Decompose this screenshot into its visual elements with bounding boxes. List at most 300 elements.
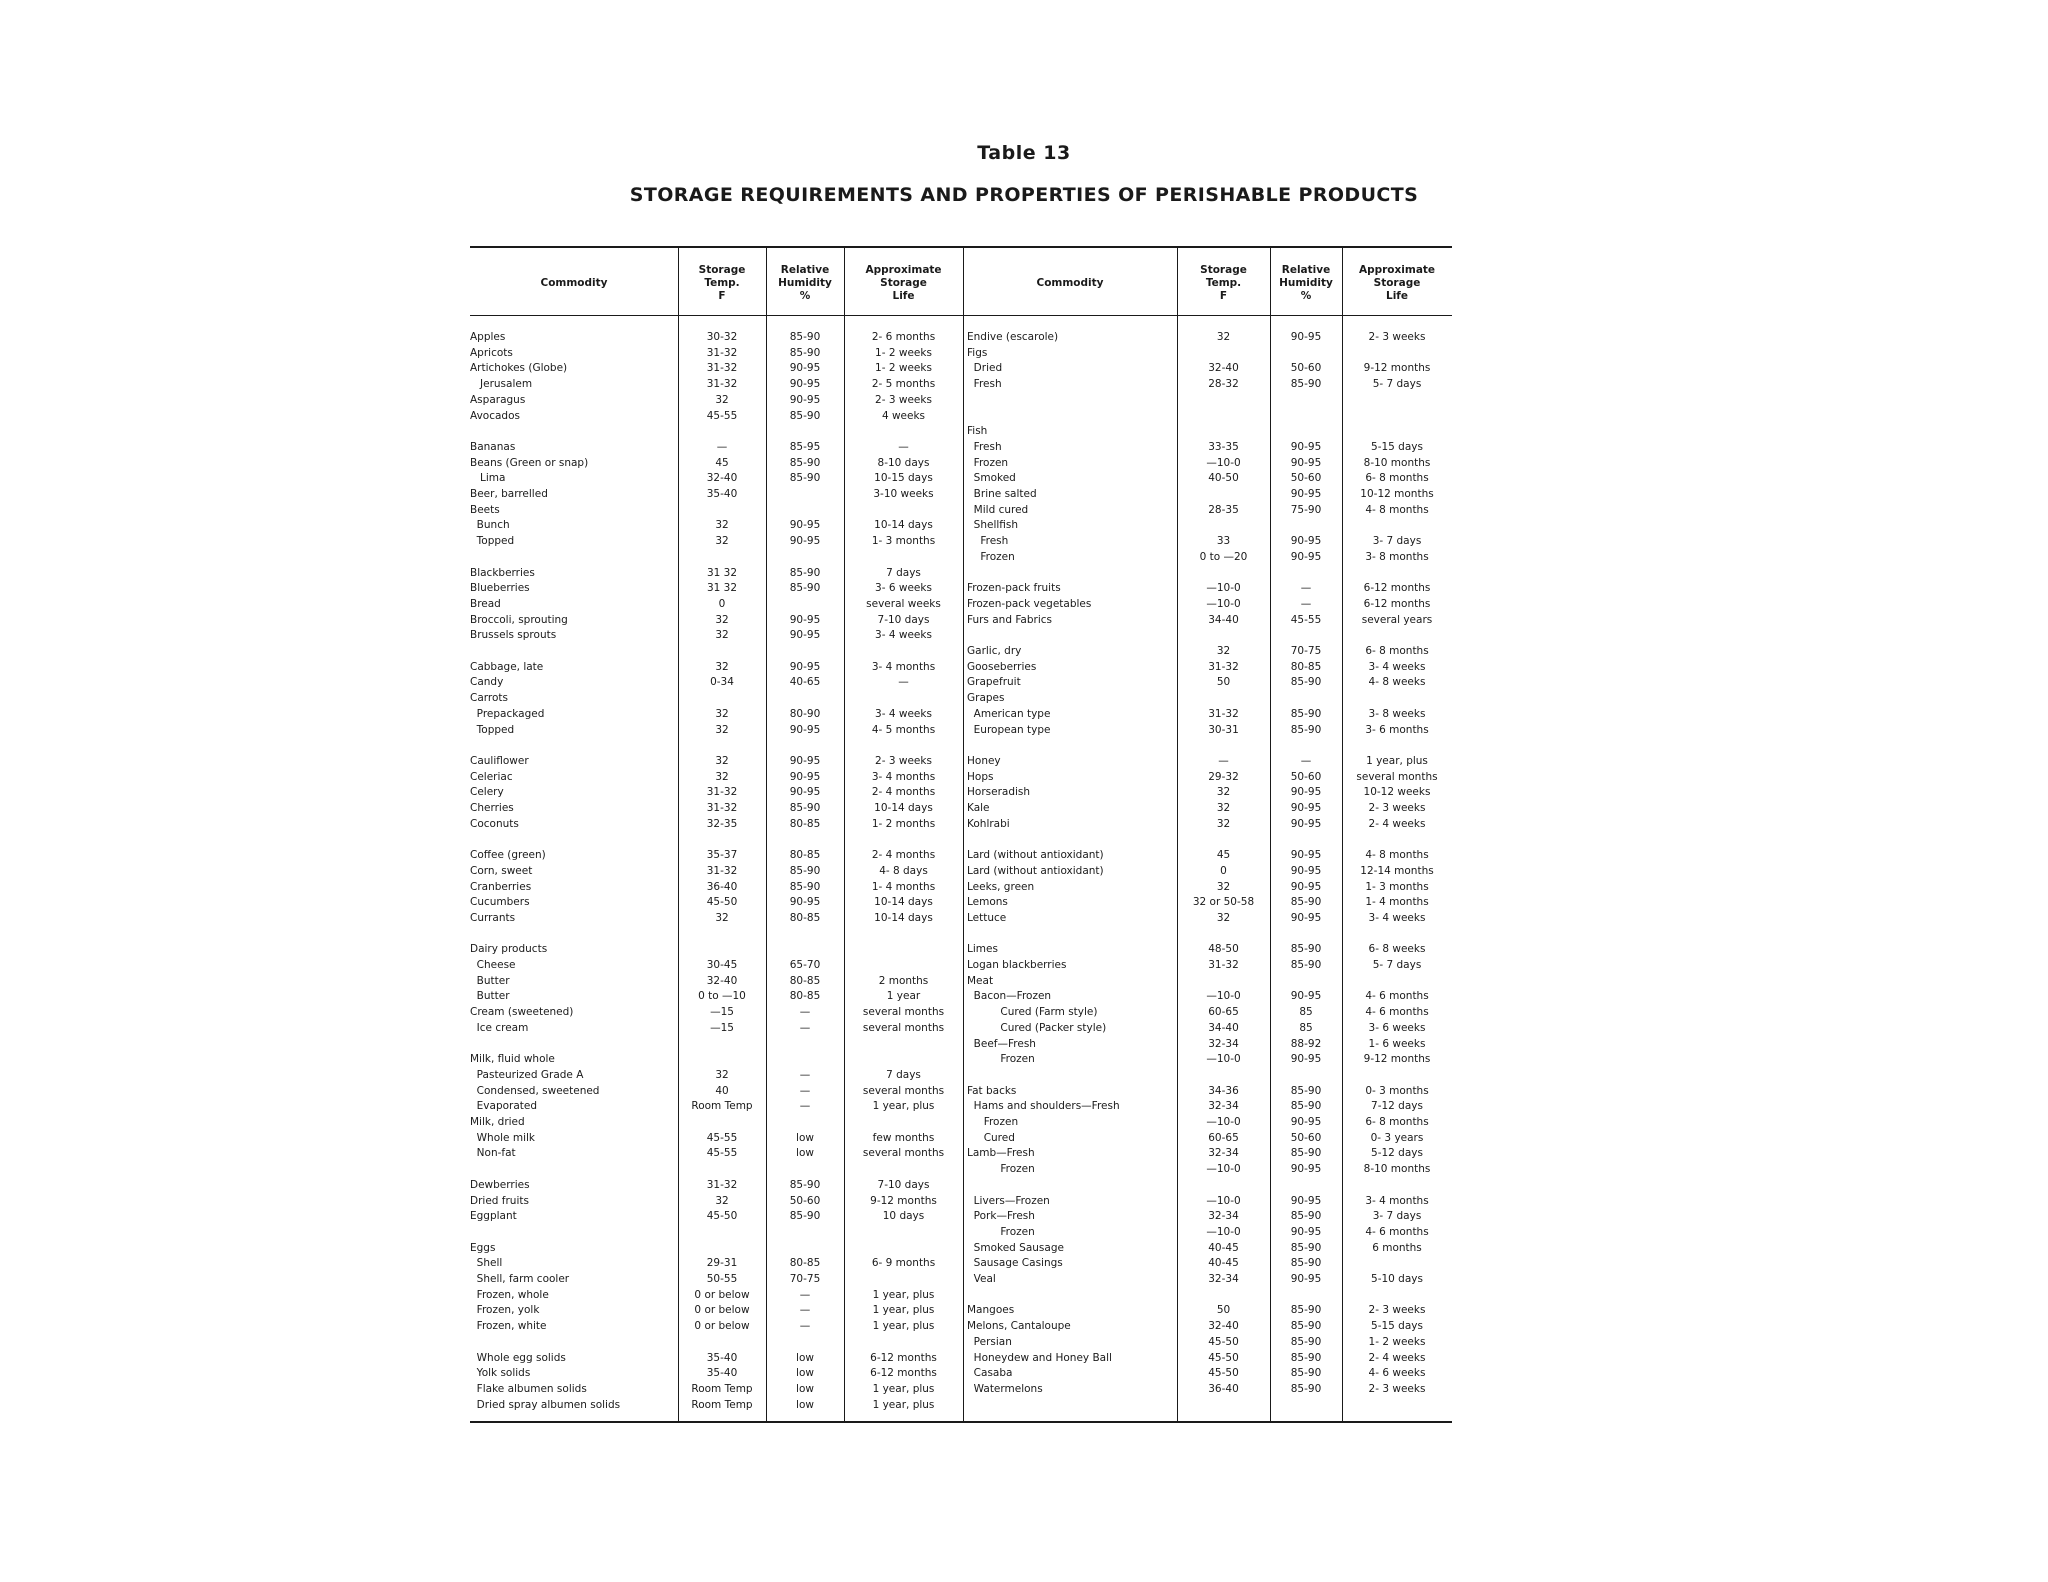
- table-row: [470, 503, 1452, 518]
- commodity-cell: Candy: [470, 676, 504, 689]
- table-header-rule: [470, 315, 1452, 316]
- commodity-cell: Fat backs: [967, 1084, 1017, 1097]
- commodity-cell: Dried spray albumen solids: [470, 1398, 621, 1411]
- humidity-cell: 85-90: [1290, 1382, 1322, 1395]
- storage-temp-cell: 28-35: [1208, 503, 1239, 516]
- storage-temp-cell: 32-40: [1208, 1320, 1239, 1333]
- commodity-cell: Cranberries: [470, 880, 532, 893]
- commodity-cell: Pasteurized Grade A: [470, 1068, 584, 1081]
- storage-life-cell: 3- 6 weeks: [1368, 1021, 1426, 1034]
- commodity-cell: Bunch: [470, 519, 510, 532]
- table-row: [470, 1335, 1452, 1350]
- storage-temp-cell: 32: [715, 613, 729, 626]
- storage-life-cell: several months: [862, 1084, 945, 1097]
- storage-temp-cell: [1177, 628, 1270, 643]
- storage-life-cell: 2- 4 weeks: [1368, 1351, 1426, 1364]
- humidity-cell: 85-90: [1290, 723, 1322, 736]
- table-row: [470, 581, 1452, 596]
- commodity-cell: Beets: [470, 503, 500, 516]
- commodity-cell: Blackberries: [470, 566, 535, 579]
- storage-life-cell: 6- 8 months: [1365, 472, 1429, 485]
- commodity-cell: Topped: [470, 535, 515, 548]
- humidity-cell: 80-90: [789, 707, 821, 720]
- storage-temp-cell: —10-0: [1206, 990, 1241, 1003]
- table-row: [470, 1021, 1452, 1036]
- table-row: [470, 1382, 1452, 1397]
- commodity-cell: Bananas: [470, 440, 516, 453]
- storage-temp-cell: 45-50: [1208, 1367, 1239, 1380]
- storage-temp-cell: 0: [718, 597, 726, 610]
- humidity-cell: 85-90: [1290, 1320, 1322, 1333]
- commodity-cell: Prepackaged: [470, 707, 545, 720]
- commodity-cell: Lettuce: [967, 911, 1007, 924]
- commodity-cell: Mangoes: [967, 1304, 1015, 1317]
- commodity-cell: Cheese: [470, 959, 516, 971]
- storage-life-cell: 9-12 months: [1363, 1053, 1431, 1066]
- storage-life-cell: [1342, 628, 1452, 643]
- storage-life-cell: 2- 6 months: [871, 331, 936, 343]
- storage-life-cell: 4- 8 days: [879, 864, 928, 877]
- humidity-cell: [1270, 628, 1342, 643]
- commodity-cell: Sausage Casings: [967, 1257, 1063, 1270]
- storage-temp-cell: 32: [715, 1194, 729, 1207]
- storage-temp-cell: 45-55: [706, 1131, 738, 1144]
- storage-temp-cell: Room Temp: [691, 1100, 753, 1113]
- humidity-cell: 90-95: [1290, 440, 1322, 453]
- humidity-cell: 85-90: [789, 582, 821, 595]
- table-row: [470, 456, 1452, 471]
- commodity-cell: Frozen: [967, 550, 1015, 563]
- storage-life-cell: several years: [1361, 613, 1433, 626]
- storage-life-cell: several months: [862, 1006, 945, 1019]
- storage-temp-cell: 34-36: [1208, 1084, 1239, 1097]
- table-row: [470, 1209, 1452, 1224]
- storage-life-cell: several months: [1356, 770, 1438, 783]
- commodity-cell: Lard (without antioxidant): [967, 849, 1104, 862]
- commodity-cell: Hams and shoulders—Fresh: [967, 1100, 1120, 1113]
- table-row: [470, 613, 1452, 628]
- humidity-cell: low: [796, 1131, 814, 1144]
- humidity-cell: 80-85: [789, 817, 821, 830]
- storage-temp-cell: 31-32: [706, 378, 738, 391]
- commodity-cell: [967, 1178, 1177, 1193]
- humidity-cell: [1270, 566, 1342, 581]
- storage-life-cell: 4- 8 months: [1365, 503, 1429, 516]
- commodity-cell: Butter: [470, 990, 510, 1003]
- header-storage-life: Approximate Storage Life: [1358, 263, 1436, 302]
- storage-life-cell: 5-15 days: [1371, 1320, 1423, 1333]
- humidity-cell: [1270, 832, 1342, 847]
- commodity-cell: Frozen, yolk: [470, 1304, 540, 1317]
- storage-temp-cell: 45-55: [706, 409, 738, 422]
- header-storage-temp: Storage Temp. F: [698, 263, 746, 302]
- storage-life-cell: 1 year, plus: [872, 1398, 935, 1411]
- storage-life-cell: 6-12 months: [870, 1367, 937, 1380]
- storage-temp-cell: 50-55: [706, 1273, 738, 1285]
- commodity-cell: Broccoli, sprouting: [470, 613, 568, 626]
- humidity-cell: 85-90: [1290, 1241, 1322, 1254]
- storage-temp-cell: 45-50: [706, 896, 738, 909]
- storage-temp-cell: 32-34: [1208, 1147, 1239, 1160]
- storage-temp-cell: 34-40: [1208, 613, 1239, 626]
- storage-temp-cell: Room Temp: [691, 1382, 753, 1395]
- table-row: [470, 1146, 1452, 1161]
- storage-temp-cell: 32-34: [1208, 1273, 1239, 1285]
- humidity-cell: —: [799, 1006, 811, 1019]
- commodity-cell: Furs and Fabrics: [967, 613, 1052, 626]
- table-row: [470, 1099, 1452, 1114]
- storage-life-cell: 10-15 days: [874, 472, 933, 485]
- table-row: [470, 801, 1452, 816]
- commodity-cell: Condensed, sweetened: [470, 1084, 600, 1097]
- storage-life-cell: 3-10 weeks: [873, 488, 934, 500]
- storage-temp-cell: [1177, 409, 1270, 424]
- header-storage-life: Approximate Storage Life: [865, 263, 942, 302]
- table-row: [470, 660, 1452, 675]
- storage-life-cell: 1- 2 months: [871, 817, 936, 830]
- table-row: [470, 848, 1452, 863]
- humidity-cell: 90-95: [1290, 456, 1322, 469]
- storage-temp-cell: 31 32: [706, 582, 738, 595]
- table-row: [470, 1241, 1452, 1256]
- storage-life-cell: 2- 4 months: [871, 849, 936, 862]
- table-row: [470, 707, 1452, 722]
- commodity-cell: Dewberries: [470, 1178, 530, 1191]
- storage-life-cell: 3- 4 months: [871, 770, 936, 783]
- storage-temp-cell: [1177, 927, 1270, 942]
- commodity-cell: Frozen: [967, 1116, 1019, 1128]
- table-row: [470, 393, 1452, 408]
- commodity-cell: Eggs: [470, 1241, 496, 1254]
- table-row: [470, 1398, 1452, 1413]
- storage-life-cell: 1- 2 weeks: [875, 362, 932, 375]
- commodity-cell: Beef—Fresh: [967, 1037, 1036, 1050]
- storage-life-cell: 8-10 months: [1363, 456, 1431, 469]
- humidity-cell: —: [799, 1068, 811, 1081]
- storage-life-cell: [1342, 1288, 1452, 1303]
- humidity-cell: 40-65: [789, 676, 821, 689]
- storage-temp-cell: 40-45: [1208, 1241, 1239, 1254]
- commodity-cell: Limes: [967, 943, 998, 956]
- storage-life-cell: 1- 3 months: [871, 535, 936, 548]
- storage-temp-cell: 29-31: [706, 1257, 738, 1270]
- table-row: [470, 424, 1452, 439]
- commodity-cell: [967, 927, 1177, 942]
- storage-temp-cell: 32 or 50-58: [1192, 896, 1255, 909]
- commodity-cell: Whole milk: [470, 1131, 535, 1144]
- storage-temp-cell: 32-34: [1208, 1037, 1239, 1050]
- humidity-cell: [1270, 974, 1342, 989]
- storage-life-cell: 3- 4 weeks: [875, 707, 932, 720]
- storage-temp-cell: —10-0: [1206, 1116, 1241, 1128]
- table-row: [470, 723, 1452, 738]
- storage-temp-cell: 32: [715, 911, 729, 924]
- table-row: [470, 1131, 1452, 1146]
- storage-temp-cell: 34-40: [1208, 1021, 1239, 1034]
- humidity-cell: 85-90: [1290, 676, 1322, 689]
- commodity-cell: [967, 566, 1177, 581]
- table-subtitle: STORAGE REQUIREMENTS AND PROPERTIES OF PERISHABLE PRODUCTS: [629, 184, 1419, 206]
- storage-temp-cell: 40-45: [1208, 1257, 1239, 1270]
- humidity-cell: low: [796, 1367, 814, 1380]
- storage-table: [470, 246, 1452, 1422]
- storage-temp-cell: 30-31: [1208, 723, 1239, 736]
- humidity-cell: 90-95: [1290, 1053, 1322, 1066]
- humidity-cell: —: [1300, 754, 1312, 767]
- commodity-cell: Frozen, white: [470, 1320, 547, 1333]
- storage-temp-cell: —10-0: [1206, 1225, 1241, 1238]
- humidity-cell: 80-85: [789, 849, 821, 862]
- humidity-cell: 85-90: [1290, 959, 1322, 971]
- storage-life-cell: [1342, 409, 1452, 424]
- humidity-cell: 90-95: [1290, 786, 1322, 799]
- humidity-cell: —: [799, 1084, 811, 1097]
- storage-life-cell: —: [898, 676, 909, 689]
- table-row: [470, 1366, 1452, 1381]
- commodity-cell: Corn, sweet: [470, 864, 533, 877]
- storage-temp-cell: 35-40: [706, 1351, 738, 1364]
- humidity-cell: —: [799, 1100, 811, 1113]
- commodity-cell: Cured (Packer style): [967, 1021, 1107, 1034]
- commodity-cell: Logan blackberries: [967, 959, 1067, 971]
- commodity-cell: Pork—Fresh: [967, 1210, 1035, 1223]
- humidity-cell: 85-90: [789, 409, 821, 422]
- commodity-cell: Fresh: [967, 378, 1002, 391]
- storage-temp-cell: 31-32: [706, 786, 738, 799]
- humidity-cell: 90-95: [789, 723, 821, 736]
- storage-temp-cell: 30-45: [706, 959, 738, 971]
- storage-life-cell: 2- 3 weeks: [1368, 1304, 1426, 1317]
- humidity-cell: 90-95: [1290, 817, 1322, 830]
- storage-life-cell: [1342, 1068, 1452, 1083]
- storage-temp-cell: 31-32: [1208, 707, 1239, 720]
- commodity-cell: Cabbage, late: [470, 660, 544, 673]
- humidity-cell: 80-85: [789, 990, 821, 1003]
- table-row: [470, 817, 1452, 832]
- storage-life-cell: 10-12 months: [1360, 488, 1434, 500]
- storage-life-cell: 7-12 days: [1371, 1100, 1423, 1113]
- humidity-cell: 70-75: [789, 1273, 821, 1285]
- storage-temp-cell: 45: [1216, 849, 1231, 862]
- storage-life-cell: [1342, 927, 1452, 942]
- commodity-cell: Frozen-pack vegetables: [967, 597, 1092, 610]
- humidity-cell: 85-90: [1290, 896, 1322, 909]
- commodity-cell: Dried: [967, 362, 1003, 375]
- storage-life-cell: 6- 8 weeks: [1368, 943, 1426, 956]
- storage-life-cell: 3- 7 days: [1372, 1210, 1422, 1223]
- storage-temp-cell: 32: [715, 754, 729, 767]
- humidity-cell: [1270, 518, 1342, 533]
- storage-life-cell: 2- 3 weeks: [875, 754, 932, 767]
- table-row: [470, 346, 1452, 361]
- storage-temp-cell: 0-34: [710, 676, 734, 689]
- humidity-cell: 75-90: [1290, 503, 1322, 516]
- storage-life-cell: [1342, 1178, 1452, 1193]
- storage-life-cell: 1- 4 months: [1365, 896, 1429, 909]
- commodity-cell: Mild cured: [967, 503, 1029, 516]
- humidity-cell: [1270, 393, 1342, 408]
- table-top-rule: [470, 246, 1452, 248]
- table-row: [470, 1162, 1452, 1177]
- storage-temp-cell: —: [716, 440, 728, 453]
- commodity-cell: Beer, barrelled: [470, 488, 548, 500]
- humidity-cell: 85-90: [1290, 1257, 1322, 1270]
- storage-life-cell: 1 year, plus: [872, 1100, 935, 1113]
- humidity-cell: 90-95: [789, 629, 821, 642]
- commodity-cell: Yolk solids: [470, 1367, 531, 1380]
- storage-temp-cell: 0 to —10: [698, 990, 746, 1003]
- storage-life-cell: 6- 8 months: [1365, 1116, 1429, 1128]
- commodity-cell: Flake albumen solids: [470, 1382, 587, 1395]
- commodity-cell: Smoked: [967, 472, 1016, 485]
- storage-life-cell: 1 year: [886, 990, 921, 1003]
- humidity-cell: 85-90: [789, 802, 821, 814]
- storage-life-cell: [1342, 832, 1452, 847]
- table-row: [470, 911, 1452, 926]
- humidity-cell: 85-90: [789, 1210, 821, 1223]
- commodity-cell: Gooseberries: [967, 660, 1037, 673]
- humidity-cell: [1270, 1068, 1342, 1083]
- table-row: [470, 1037, 1452, 1052]
- storage-life-cell: [1342, 738, 1452, 753]
- commodity-cell: Dairy products: [470, 943, 548, 956]
- commodity-cell: [967, 393, 1177, 408]
- storage-life-cell: several months: [862, 1021, 945, 1034]
- storage-temp-cell: 32: [1216, 911, 1231, 924]
- commodity-cell: Shell: [470, 1257, 503, 1270]
- storage-temp-cell: 32-34: [1208, 1100, 1239, 1113]
- table-row: [470, 770, 1452, 785]
- humidity-cell: 50-60: [1290, 770, 1322, 783]
- storage-temp-cell: —10-0: [1206, 582, 1241, 595]
- table-row: [470, 409, 1452, 424]
- table-row: [470, 1256, 1452, 1271]
- storage-temp-cell: [1177, 346, 1270, 361]
- storage-life-cell: 1 year, plus: [872, 1304, 935, 1317]
- storage-life-cell: 1 year, plus: [872, 1320, 935, 1333]
- commodity-cell: Cauliflower: [470, 754, 529, 767]
- humidity-cell: 85-90: [1290, 1351, 1322, 1364]
- humidity-cell: 90-95: [1290, 488, 1322, 500]
- storage-life-cell: 5-15 days: [1371, 440, 1423, 453]
- humidity-cell: 85-95: [789, 440, 821, 453]
- table-row: [470, 1319, 1452, 1334]
- storage-temp-cell: 33-35: [1208, 440, 1239, 453]
- storage-life-cell: 4- 6 months: [1365, 1225, 1429, 1238]
- storage-temp-cell: 31 32: [706, 566, 738, 579]
- storage-life-cell: 4- 6 weeks: [1368, 1367, 1426, 1380]
- humidity-cell: [1270, 1288, 1342, 1303]
- storage-temp-cell: 28-32: [1208, 378, 1239, 391]
- storage-temp-cell: 45-50: [1208, 1351, 1239, 1364]
- storage-life-cell: 3- 6 weeks: [875, 582, 932, 595]
- storage-life-cell: 0- 3 years: [1370, 1131, 1424, 1144]
- storage-temp-cell: 32: [1216, 802, 1231, 814]
- commodity-cell: Apricots: [470, 346, 513, 359]
- humidity-cell: —: [799, 1304, 811, 1317]
- humidity-cell: 90-95: [1290, 849, 1322, 862]
- storage-temp-cell: 32: [715, 1068, 729, 1081]
- commodity-cell: Whole egg solids: [470, 1351, 566, 1364]
- storage-temp-cell: Room Temp: [691, 1398, 753, 1411]
- humidity-cell: 85: [1299, 1006, 1313, 1019]
- humidity-cell: 90-95: [1290, 1273, 1322, 1285]
- commodity-cell: Topped: [470, 723, 515, 736]
- table-row: [470, 1178, 1452, 1193]
- table-row: [470, 361, 1452, 376]
- table-row: [470, 1351, 1452, 1366]
- commodity-cell: Cured (Farm style): [967, 1006, 1098, 1019]
- commodity-cell: Endive (escarole): [967, 331, 1059, 343]
- humidity-cell: 85-90: [789, 880, 821, 893]
- storage-temp-cell: [1177, 424, 1270, 439]
- humidity-cell: 85-90: [1290, 1100, 1322, 1113]
- storage-life-cell: 7 days: [886, 566, 921, 579]
- humidity-cell: 85-90: [1290, 378, 1322, 391]
- storage-life-cell: 9-12 months: [870, 1194, 937, 1207]
- storage-life-cell: 6- 9 months: [871, 1257, 936, 1270]
- humidity-cell: 85-90: [1290, 1367, 1322, 1380]
- commodity-cell: Cured: [967, 1131, 1015, 1144]
- humidity-cell: low: [796, 1147, 814, 1160]
- storage-life-cell: 1 year, plus: [872, 1288, 935, 1301]
- storage-temp-cell: [1177, 393, 1270, 408]
- storage-temp-cell: —: [1218, 754, 1229, 767]
- humidity-cell: [1270, 409, 1342, 424]
- humidity-cell: —: [799, 1320, 811, 1333]
- storage-temp-cell: 32: [1216, 880, 1231, 893]
- table-row: [470, 880, 1452, 895]
- commodity-cell: Kohlrabi: [967, 817, 1010, 830]
- commodity-cell: Frozen: [967, 1225, 1035, 1238]
- table-row: [470, 1115, 1452, 1130]
- storage-life-cell: 9-12 months: [1363, 362, 1431, 375]
- humidity-cell: 90-95: [789, 535, 821, 548]
- storage-temp-cell: 50: [1216, 1304, 1231, 1317]
- humidity-cell: [1270, 424, 1342, 439]
- humidity-cell: —: [1300, 597, 1312, 610]
- humidity-cell: 80-85: [789, 974, 821, 987]
- storage-temp-cell: [1177, 691, 1270, 706]
- commodity-cell: Carrots: [470, 692, 508, 705]
- storage-temp-cell: 32-40: [706, 472, 738, 485]
- table-row: [470, 754, 1452, 769]
- storage-temp-cell: [1177, 1178, 1270, 1193]
- header-storage-temp: Storage Temp. F: [1200, 263, 1247, 302]
- storage-life-cell: 4- 8 months: [1365, 849, 1429, 862]
- commodity-cell: Ice cream: [470, 1021, 529, 1034]
- commodity-cell: Evaporated: [470, 1100, 538, 1113]
- table-row: [470, 1194, 1452, 1209]
- storage-temp-cell: 32: [715, 519, 729, 532]
- commodity-cell: Beans (Green or snap): [470, 456, 589, 469]
- commodity-cell: Figs: [967, 346, 988, 359]
- humidity-cell: 80-85: [1290, 660, 1322, 673]
- humidity-cell: 50-60: [1290, 362, 1322, 375]
- commodity-cell: Livers—Frozen: [967, 1194, 1050, 1207]
- table-row: [470, 566, 1452, 581]
- table-row: [470, 628, 1452, 643]
- storage-life-cell: 6-12 months: [870, 1351, 937, 1364]
- storage-temp-cell: 31-32: [706, 864, 738, 877]
- commodity-cell: Bacon—Frozen: [967, 990, 1052, 1003]
- storage-life-cell: [1342, 518, 1452, 533]
- storage-life-cell: 2- 4 weeks: [1368, 817, 1426, 830]
- storage-life-cell: 7-10 days: [877, 1178, 930, 1191]
- storage-life-cell: 6-12 months: [1363, 597, 1431, 610]
- storage-life-cell: several months: [862, 1147, 945, 1160]
- storage-life-cell: [1342, 1256, 1452, 1271]
